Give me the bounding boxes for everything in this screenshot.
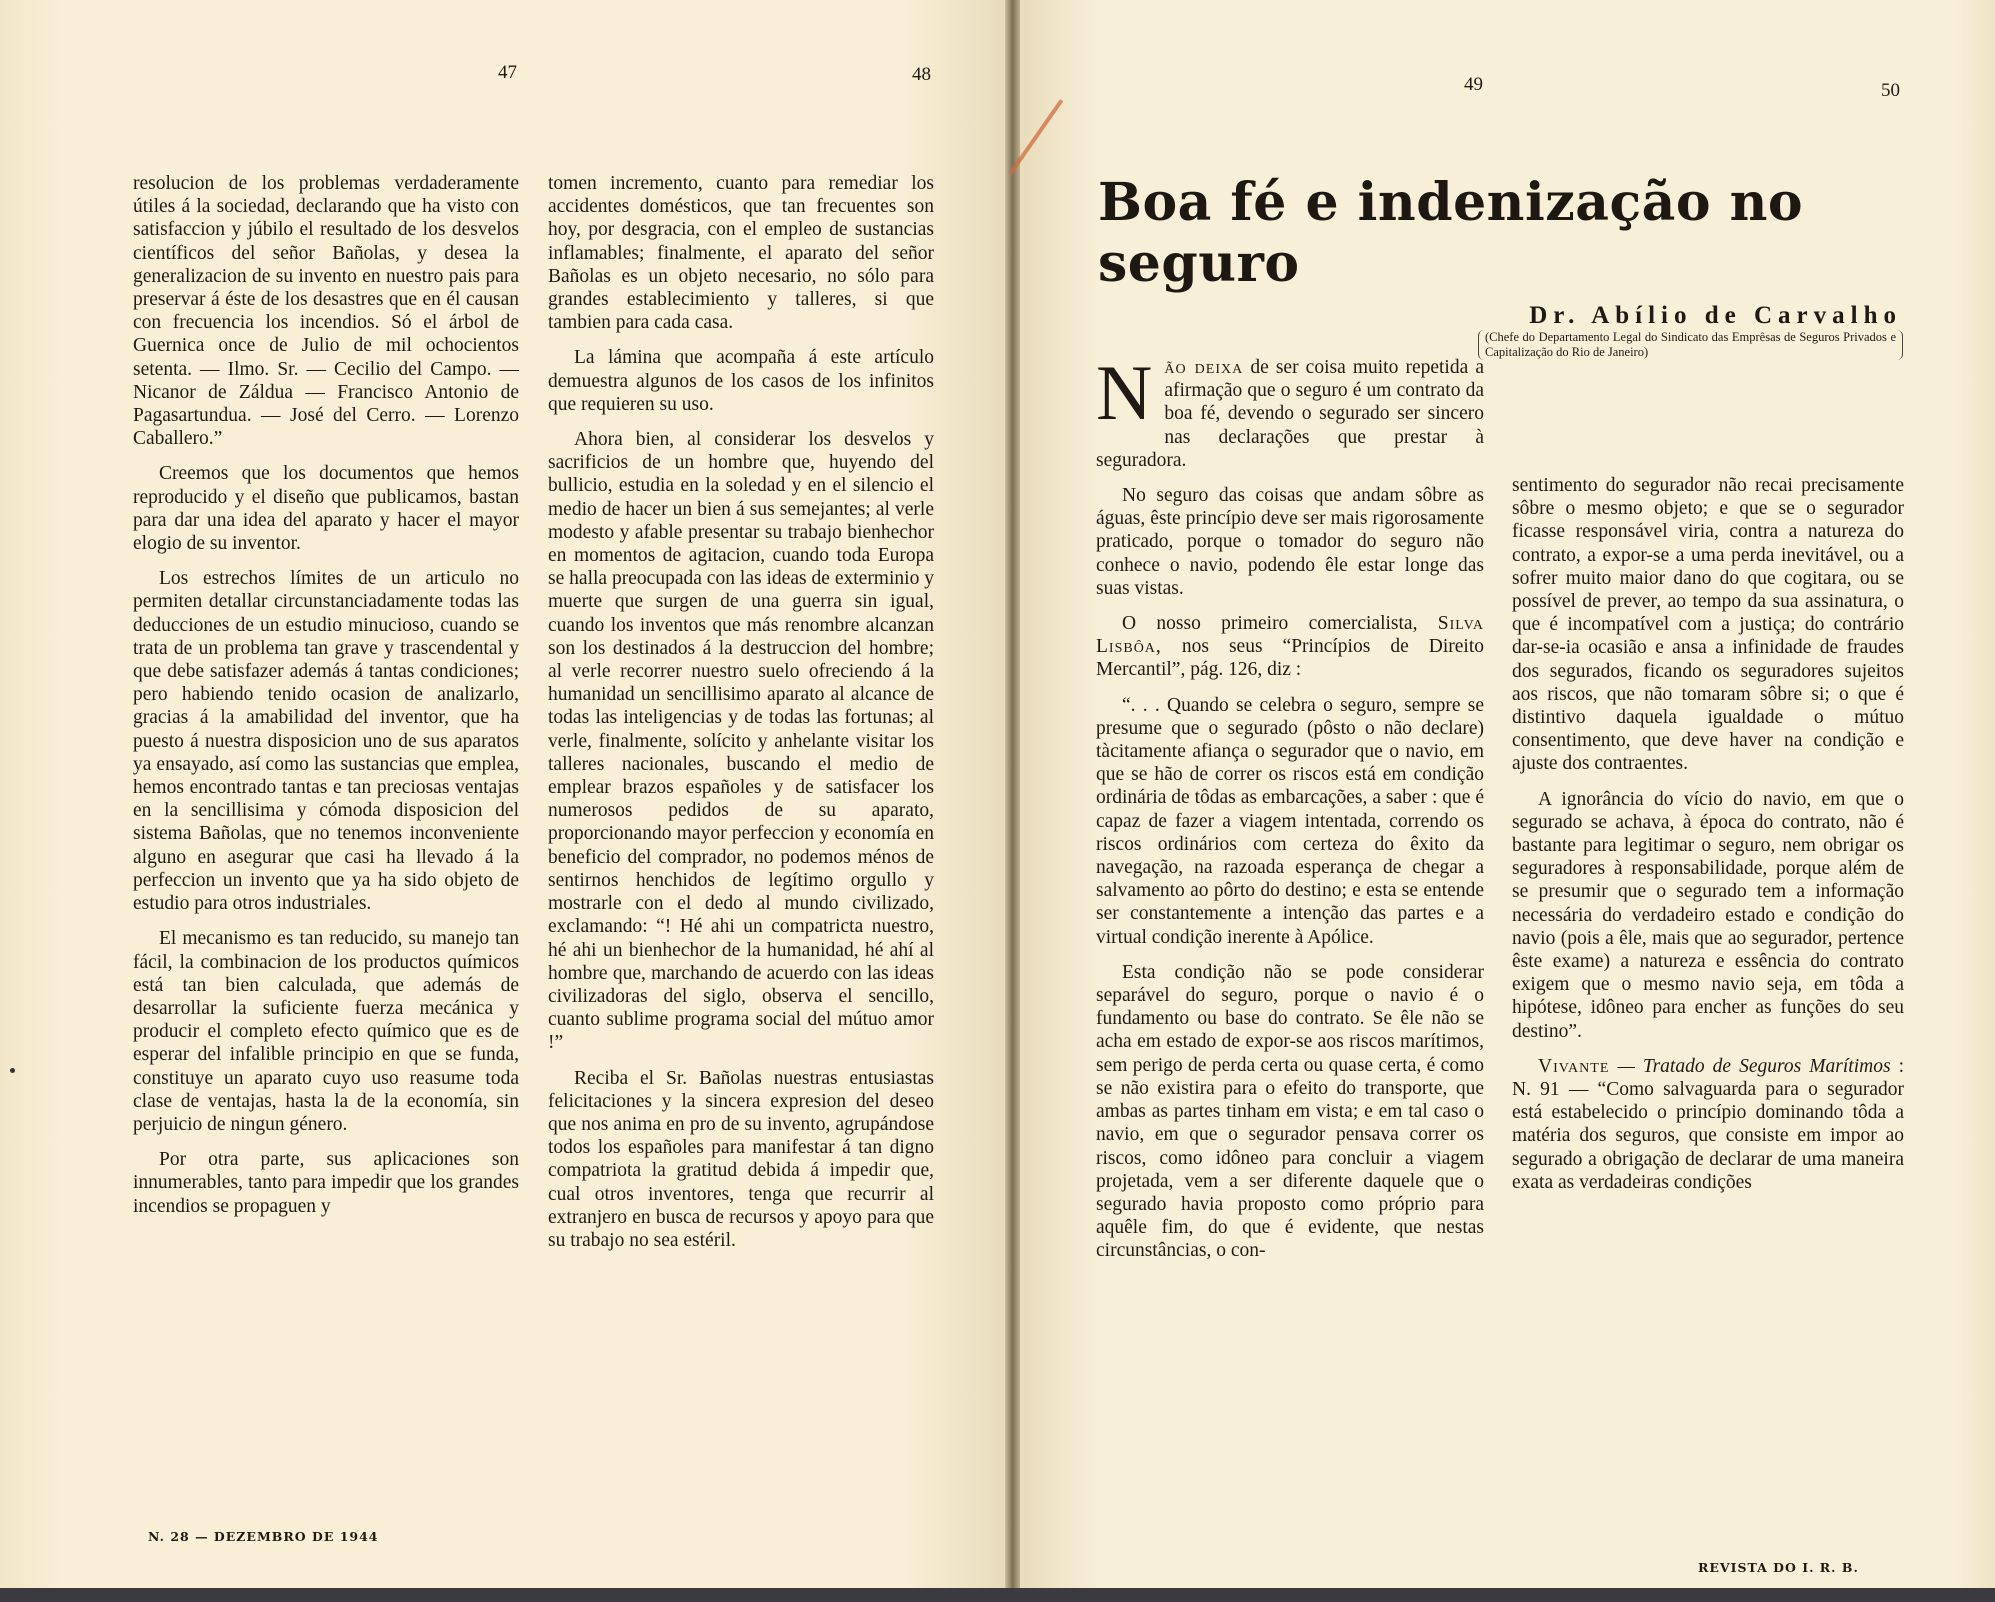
paragraph: Reciba el Sr. Bañolas nuestras entusiastas felicitaciones y la sincera expresion del deseo que nos anima en pro de su invento, agrupándose todos los españoles para manifestar á tan digno compatriota la gratitud debida á impedir que, cual otros inventores, tenga que recurrir al extranjero en busca de recursos y apoyo para que su trabajo no sea estéril. xyxy=(548,1067,934,1251)
left-column-1 xyxy=(133,172,519,1230)
paragraph xyxy=(1512,1055,1904,1194)
paragraph xyxy=(1096,612,1484,682)
page-number-47: 47 xyxy=(498,62,517,83)
page-number-50: 50 xyxy=(1881,80,1900,101)
opening-smallcaps: ão deixa xyxy=(1164,357,1244,378)
page-gutter xyxy=(1005,0,1020,1602)
paragraph: No seguro das coisas que andam sôbre as águas, êste princípio deve ser mais rigorosamente praticado, porque o tomador do seguro não conhece o navio, podendo êle estar longe das suas vistas. xyxy=(1096,485,1484,599)
text: O nosso primeiro comercialista, xyxy=(1122,613,1418,635)
quotation: “. . . Quando se celebra o seguro, sempre se presume que o segurado (pôsto o não declare) tàcitamente afiança o segurador que o navio, em que se hão de correr os riscos está em condição ordinária de tôdas as embarcações, a saber : que é capaz de fazer a viagem intentada, correndo os riscos ordinários com certeza do êxito da navegação, na razoada esperança de chegar a salvamento ao pôrto do destino; e esta se entende ser constantemente a intenção das partes e a virtual condição inerente à Apólice. xyxy=(1096,694,1484,948)
left-footer: N. 28 — DEZEMBRO DE 1944 xyxy=(148,1529,379,1544)
paragraph: Los estrechos límites de un articulo no permiten detallar circunstanciadamente todas las deducciones de un estudio minucioso, cuando se trata de un problema tan grave y trascendental y que debe satisfazer además á tantas condiciones; pero habiendo tenido ocasion de analizarlo, gracias á la amabilidad del inventor, que ha puesto á nuestra disposicion uno de sus aparatos ya ensayado, así como las sustancias que emplea, hemos encontrado tantas e tan preciosas ventajas en la sencillisima y cómoda disposicion del sistema Bañolas, que no tenemos inconveniente alguno en asegurar que casi ha llevado á la perfeccion un invento que ya ha sido objeto de estudio para otros industriales. xyxy=(133,568,519,915)
author-reference: Silva Lisbôa, xyxy=(1096,613,1484,658)
drop-cap: N xyxy=(1096,349,1153,436)
paragraph: Ahora bien, al considerar los desvelos y sacrificios de un hombre que, huyendo del bullicio, estudia en la soledad y en el silencio el medio de hacer un bien á sus semejantes; al verle modesto y afable presentar su trabajo bienhechor en momentos de agitacion, cuando toda Europa se halla preocupada con las ideas de exterminio y muerte que surgen de una guerra sin igual, cuando los inventos que más renombre alcanzan son los destinados á la destruccion del hombre; al verle recorrer nuestro suelo ofreciendo á la humanidad un sencillisimo aparato al alcance de todas las inteligencias y de todas las fortunas; al verle, finalmente, solícito y anhelante visitar los talleres nacionales, buscando el medio de emplear brazos españoles y de satisfacer los numerosos pedidos de su aparato, proporcionando mayor perfeccion y economía en beneficio del comprador, no podemos ménos de sentirnos henchidos de legítimo orgullo y mostrarle con el dedo al mundo civilizado, exclamando: “! Hé ahi un compatricta nuestro, hé ahi un bienhechor de la humanidad, hé ahí al hombre que, marchando de acuerdo con las ideas civilizadoras del siglo, observa el sencillo, cuanto sublime programa social del mútuo amor !” xyxy=(548,429,934,1054)
left-column-2 xyxy=(548,172,934,1264)
page-number-49: 49 xyxy=(1464,74,1483,95)
book-title: — Tratado de Seguros Marítimos xyxy=(1617,1055,1891,1077)
author-affiliation: (Chefe do Departamento Legal do Sindicato das Emprêsas de Seguros Privados e Capitalização do Rio de Janeiro) xyxy=(1478,330,1903,360)
paragraph: tomen incremento, cuanto para remediar los accidentes domésticos, que tan frecuentes son hoy, por desgracia, con el empleo de sustancias inflamables; finalmente, el aparato del señor Bañolas es un objeto necesario, no sólo para grandes establecimiento y talleres, si que tambien para cada casa. xyxy=(548,173,934,334)
scanner-edge xyxy=(0,1588,1995,1602)
ink-dot xyxy=(10,1068,15,1073)
opening-paragraph xyxy=(1096,349,1485,472)
text: : N. 91 — “Como salvaguarda para o segurador está estabelecido o princípio dominando tôda a matéria dos seguros, que consiste em impor ao segurado a obrigação de declarar de uma maneira exata as verdadeiras condições xyxy=(1512,1055,1905,1193)
right-footer: REVISTA DO I. R. B. xyxy=(1698,1560,1859,1575)
paragraph: Por otra parte, sus aplicaciones son innumerables, tanto para impedir que los grandes incendios se propaguen y xyxy=(133,1149,519,1217)
paragraph: A ignorância do vício do navio, em que o segurado se achava, à época do contrato, não é bastante para legitimar o seguro, nem obrigar os seguradores à responsabilidade, porque além de se presumir que o segurado tem a informação necessária do verdadeiro estado e condição do navio (pois a êle, mais que ao segurador, pertence êste exame) a natureza e essência do contrato exigem que o mesmo navio seja, em tôda a hipótese, idôneo para encher as funções do seu destino”. xyxy=(1512,788,1904,1042)
opening-text: de ser coisa muito repetida a afirmação que o seguro é um contrato da boa fé, devendo o segurado ser sincero nas declarações que prestar à seguradora. xyxy=(1096,357,1485,471)
right-column-2 xyxy=(1512,474,1904,1206)
paragraph: La lámina que acompaña á este artículo demuestra algunos de los casos de los infinitos que requieren su uso. xyxy=(548,347,934,415)
article-title: Boa fé e indenização no seguro xyxy=(1098,172,1804,294)
paragraph: Creemos que los documentos que hemos reproducido y el diseño que publicamos, bastan para dar una idea del aparato y hacer el mayor elogio de su inventor. xyxy=(133,463,519,555)
paragraph: resolucion de los problemas verdaderamente útiles á la sociedad, declarando que ha visto con satisfaccion y júbilo el resultado de los desvelos científicos del señor Bañolas, y desea la generalizacion de su invento en nuestro pais para preservar á éste de los desastres que en él causan con frecuencia los incendios. Só el árbol de Guernica once de Julio de mil ochocientos setenta. — Ilmo. Sr. — Cecilio del Campo. — Nicanor de Záldua — Francisco Antonio de Pagasartundua. — José del Cerro. — Lorenzo Caballero.” xyxy=(133,173,519,450)
paragraph: Esta condição não se pode considerar separável do seguro, porque o navio é o fundamento ou base do contrato. Se êle não se acha em estado de expor-se aos riscos marítimos, sem perigo de perda certa ou quase certa, é como se não existira para o efeito do transporte, que ambas as partes tinham em vista; e em tal caso o navio, em que o segurador pensava correr os riscos, como idôneo para concluir a viagem projetada, vem a ser diferente daquele que o segurado havia proposto como próprio para aquêle fim, do que é evidente, que nestas circunstâncias, o con- xyxy=(1096,961,1484,1262)
author-reference: Vivante xyxy=(1538,1055,1610,1077)
text: nos seus “Princípios de Direito Mercantil”, pág. 126, diz : xyxy=(1096,636,1484,681)
page-number-48: 48 xyxy=(912,64,931,85)
article-author: Dr. Abílio de Carvalho xyxy=(1529,302,1902,329)
paragraph: sentimento do segurador não recai precisamente sôbre o mesmo objeto; e que se o segurador ficasse responsável viria, contra a natureza do contrato, a expor-se a uma perda inevitável, ou a sofrer muito maior dano do que cogitara, ou se possível de prever, ao tempo da sua assinatura, o que é incompatível com a justiça; do contrário dar-se-ia ocasião e ansa a infinidade de fraudes dos segurados, ficando os seguradores sujeitos aos riscos, que não tomaram sôbre si; o que é distintivo daquela igualdade o mútuo consentimento, que deve haver na condição e ajuste dos contraentes. xyxy=(1512,475,1904,775)
right-column-1 xyxy=(1096,349,1485,1275)
paragraph: El mecanismo es tan reducido, su manejo tan fácil, la combinacion de los productos químicos está tan bien calculada, que además de desarrollar la suficiente fuerza mecánica y producir el completo efecto químico que es de esperar del infalible principio en que se funda, constituye un aparato cuyo uso reasume toda clase de ventajas, hasta la de la economía, sin perjuicio de ningun género. xyxy=(133,928,519,1135)
